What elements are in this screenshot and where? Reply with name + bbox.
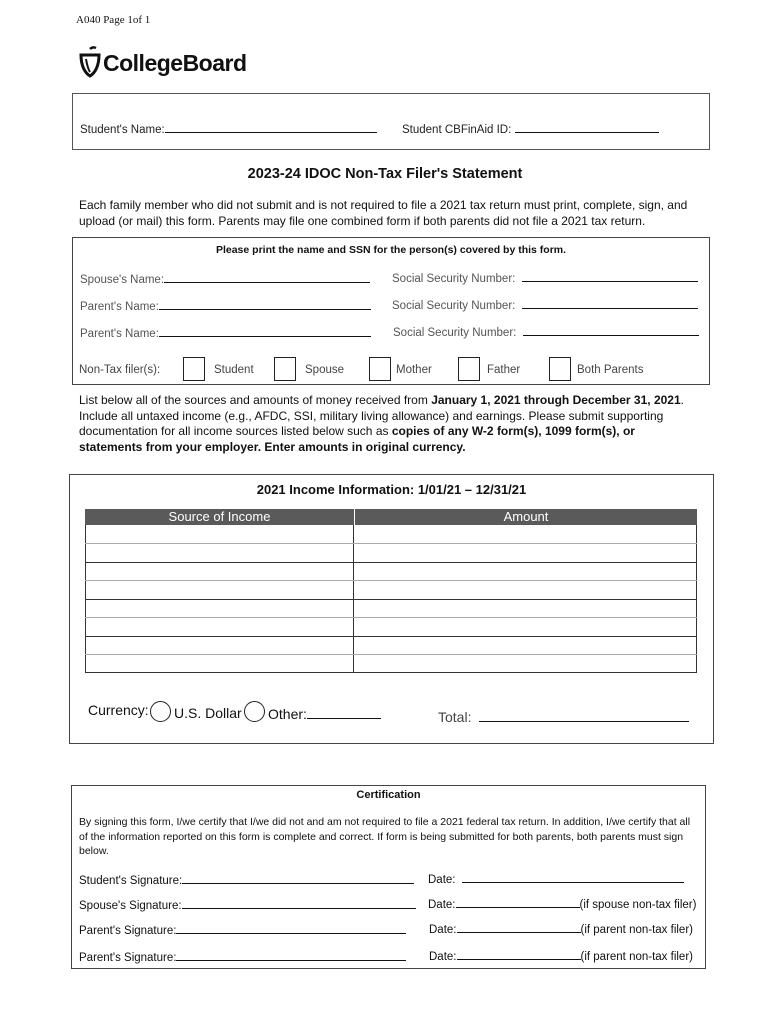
- spouse-ssn-label: Social Security Number:: [392, 273, 516, 285]
- intro-paragraph: Each family member who did not submit and is not required to file a 2021 tax return must print, complete, sign, and upload (or mail) this form. Parents may file one combined form if both parents did not file a 2021 tax return.: [79, 198, 688, 228]
- parent2-ssn-field[interactable]: [393, 324, 699, 339]
- total-field[interactable]: [438, 708, 689, 725]
- page-reference: A040 Page 1of 1: [76, 14, 151, 26]
- list-instructions: List below all of the sources and amounts of money received from January 1, 2021 through December 31, 2021. Include all untaxed income (e.g., AFDC, SSI, military living allowance) and earnings. Please submit supporting documentation for all income sources listed below such as copies of any W-2 form(s), 1099 form(s), or statements from your employer. Enter amounts in original currency.: [79, 393, 684, 454]
- filer-both-parents-checkbox[interactable]: [549, 357, 571, 381]
- parent2-date-label: Date:: [429, 951, 457, 963]
- parent1-ssn-field[interactable]: [392, 297, 698, 312]
- parent1-date-field[interactable]: [429, 921, 693, 936]
- currency-usd-label: U.S. Dollar: [174, 705, 242, 721]
- student-signature-label: Student's Signature:: [79, 875, 183, 887]
- student-name-label: Student's Name:: [80, 124, 165, 136]
- spouse-date-field[interactable]: [428, 896, 696, 911]
- parent2-date-field[interactable]: [429, 948, 693, 963]
- persons-instruction: Please print the name and SSN for the person(s) covered by this form.: [215, 244, 567, 256]
- filer-both-parents-label: Both Parents: [577, 364, 644, 376]
- parent1-name-field[interactable]: [80, 298, 371, 313]
- parent1-signature-label: Parent's Signature:: [79, 925, 177, 937]
- currency-usd-radio[interactable]: [150, 701, 171, 722]
- spouse-signature-label: Spouse's Signature:: [79, 900, 182, 912]
- logo-text: CollegeBoard: [103, 50, 247, 76]
- col-amount-header: Amount: [355, 509, 697, 525]
- currency-other-label: Other:: [268, 706, 307, 722]
- filer-student-label: Student: [214, 364, 254, 376]
- spouse-ssn-field[interactable]: [392, 270, 698, 285]
- parent2-signature-label: Parent's Signature:: [79, 952, 177, 964]
- filer-father-label: Father: [487, 364, 521, 376]
- currency-label: Currency:: [88, 702, 149, 718]
- spouse-date-label: Date:: [428, 899, 456, 911]
- filer-student-checkbox[interactable]: [183, 357, 205, 381]
- acorn-icon: [78, 46, 102, 78]
- income-title: 2021 Income Information: 1/01/21 – 12/31/21: [256, 482, 527, 497]
- currency-other-radio[interactable]: [244, 701, 265, 722]
- filer-mother-label: Mother: [396, 364, 432, 376]
- parent1-signature-field[interactable]: [79, 922, 406, 937]
- parent2-date-note: (if parent non-tax filer): [580, 951, 693, 963]
- filer-spouse-checkbox[interactable]: [274, 357, 296, 381]
- total-label: Total:: [438, 709, 472, 725]
- student-date-label: Date:: [428, 874, 456, 886]
- student-signature-field[interactable]: [79, 872, 414, 887]
- parent1-date-label: Date:: [429, 924, 457, 936]
- filer-mother-checkbox[interactable]: [369, 357, 391, 381]
- student-id-label: Student CBFinAid ID:: [402, 124, 512, 136]
- filer-father-checkbox[interactable]: [458, 357, 480, 381]
- currency-row: [88, 702, 149, 718]
- spouse-date-note: (if spouse non-tax filer): [579, 899, 697, 911]
- student-id-field[interactable]: [402, 121, 659, 136]
- spouse-name-field[interactable]: [80, 271, 370, 286]
- page-title: 2023-24 IDOC Non-Tax Filer's Statement: [247, 166, 523, 182]
- spouse-name-label: Spouse's Name:: [80, 274, 165, 286]
- filers-label: Non-Tax filer(s):: [79, 364, 161, 376]
- student-date-field[interactable]: [428, 871, 684, 886]
- certification-text: By signing this form, I/we certify that I/we did not and am not required to file a 2021 federal tax return. In addition, I/we certify that all of the information reported on this form is complete and correct. If form is being submitted for both parents, both parents must sign below.: [79, 816, 691, 857]
- parent2-ssn-label: Social Security Number:: [393, 327, 517, 339]
- parent1-ssn-label: Social Security Number:: [392, 300, 516, 312]
- certification-title: Certification: [356, 789, 421, 801]
- spouse-signature-field[interactable]: [79, 897, 416, 912]
- currency-other-field[interactable]: [268, 705, 381, 722]
- student-name-field[interactable]: [80, 121, 377, 136]
- parent2-name-label: Parent's Name:: [80, 328, 159, 340]
- parent2-signature-field[interactable]: [79, 949, 406, 964]
- parent2-name-field[interactable]: [80, 325, 371, 340]
- parent1-name-label: Parent's Name:: [80, 301, 159, 313]
- filer-spouse-label: Spouse: [305, 364, 345, 376]
- col-source-header: Source of Income: [85, 509, 354, 525]
- parent1-date-note: (if parent non-tax filer): [580, 924, 693, 936]
